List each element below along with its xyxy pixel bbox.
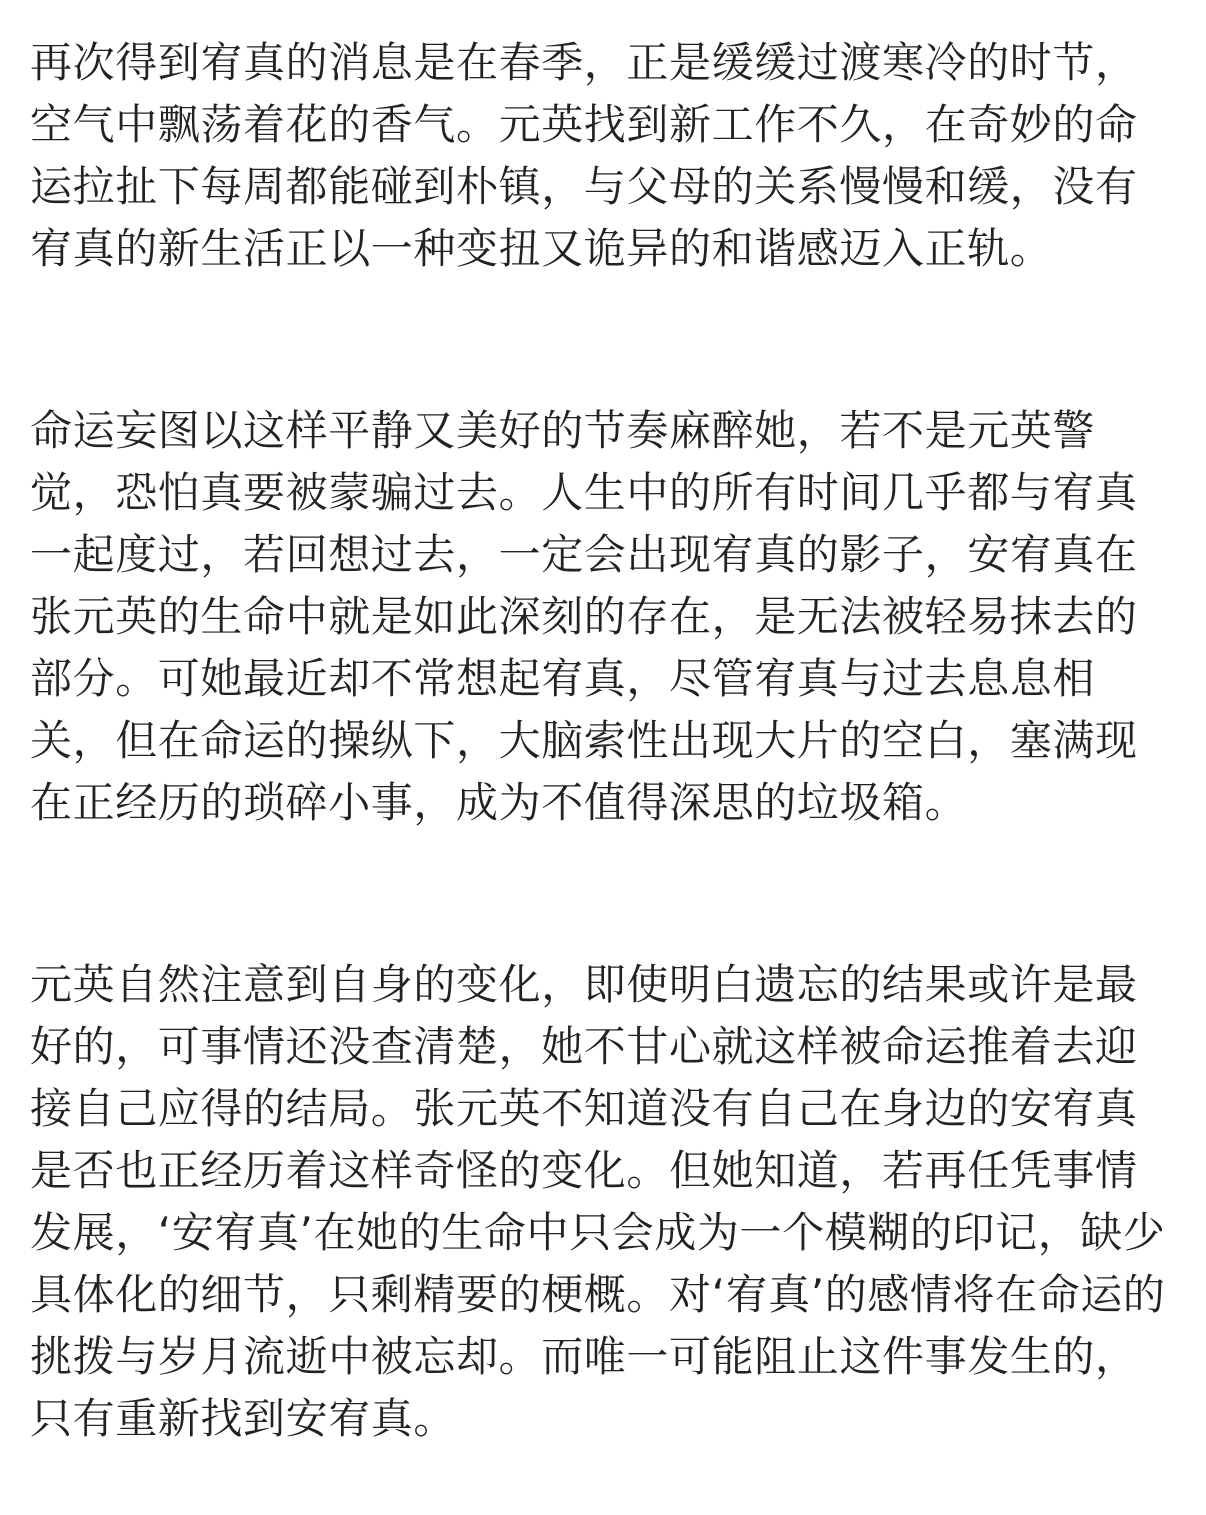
paragraph-2: 命运妄图以这样平静又美好的节奏麻醉她，若不是元英警觉，恐怕真要被蒙骗过去。人生中的所有时间几乎都与宥真一起度过，若回想过去，一定会出现宥真的影子，安宥真在张元英的生命中就是如此深刻的存在，是无法被轻易抹去的部分。可她最近却不常想起宥真，尽管宥真与过去息息相关，但在命运的操纵下，大脑索性出现大片的空白，塞满现在正经历的琐碎小事，成为不值得深思的垃圾箱。 <box>30 406 1138 827</box>
paragraph-1: 再次得到宥真的消息是在春季，正是缓缓过渡寒冷的时节，空气中飘荡着花的香气。元英找到新工作不久，在奇妙的命运拉扯下每周都能碰到朴镇，与父母的关系慢慢和缓，没有宥真的新生活正以一种变扭又诡异的和谐感迈入正轨。 <box>30 38 1138 273</box>
paragraph-3: 元英自然注意到自身的变化，即使明白遗忘的结果或许是最好的，可事情还没查清楚，她不甘心就这样被命运推着去迎接自己应得的结局。张元英不知道没有自己在身边的安宥真是否也正经历着这样奇怪的变化。但她知道，若再任凭事情发展，‘安宥真’在她的生命中只会成为一个模糊的印记，缺少具体化的细节，只剩精要的梗概。对‘宥真’的感情将在命运的挑拨与岁月流逝中被忘却。而唯一可能阻止这件事发生的，只有重新找到安宥真。 <box>30 960 1166 1443</box>
